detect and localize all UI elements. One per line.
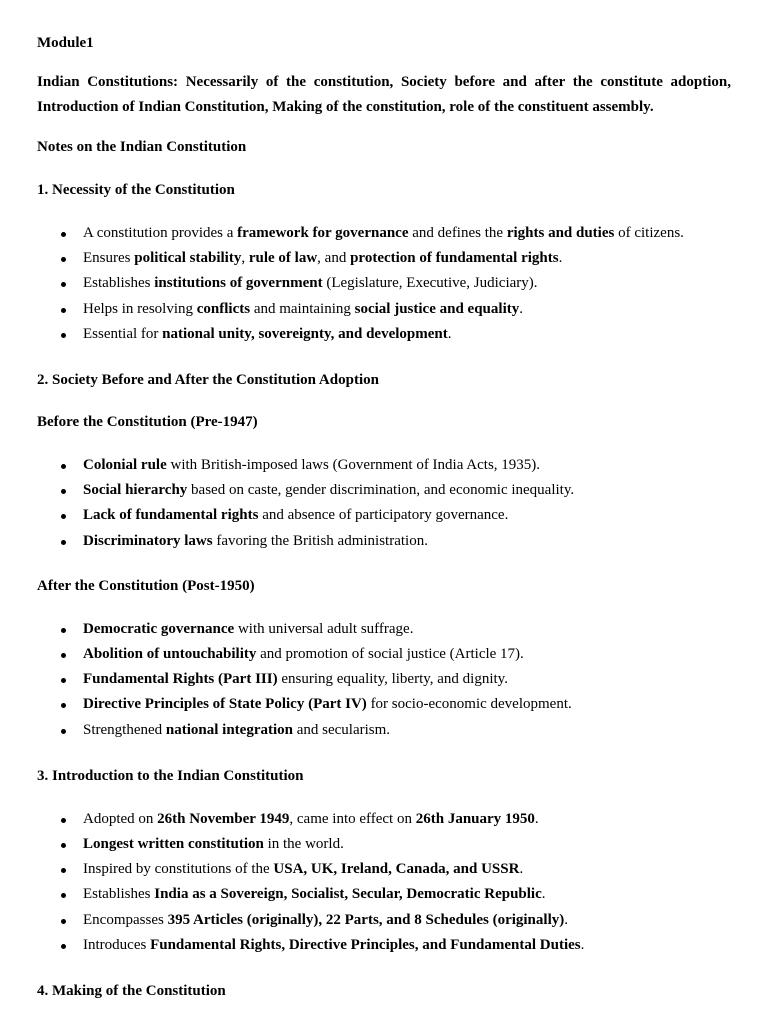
before-constitution-list xyxy=(37,453,731,554)
text-run: Encompasses xyxy=(83,911,168,928)
bullet-icon xyxy=(61,893,66,898)
bullet-icon xyxy=(61,308,66,313)
bullet-icon xyxy=(61,703,66,708)
bullet-icon xyxy=(61,540,66,545)
bold-text: Longest written constitution xyxy=(83,836,264,853)
text-run: (Legislature, Executive, Judiciary). xyxy=(322,275,538,292)
list-item xyxy=(83,246,731,271)
list-item xyxy=(83,667,731,692)
text-run: Adopted on xyxy=(83,810,158,827)
after-constitution-heading: After the Constitution (Post-1950) xyxy=(37,577,255,594)
bold-text: framework for governance xyxy=(237,225,409,241)
bold-text: USA, UK, Ireland, Canada, and USSR xyxy=(273,861,520,878)
list-item xyxy=(83,692,731,717)
bullet-icon xyxy=(61,678,66,683)
bold-text: Discriminatory laws xyxy=(83,532,213,549)
bold-text: 395 Articles (originally), 22 Parts, and 8 Schedules (originally) xyxy=(167,911,565,928)
bullet-icon xyxy=(61,818,66,823)
list-item xyxy=(83,807,731,832)
list-item xyxy=(83,933,731,958)
list-item xyxy=(83,221,731,246)
text-run: Establishes xyxy=(83,886,155,903)
list-item xyxy=(83,857,731,882)
list-item xyxy=(83,478,731,503)
bold-text: national unity, sovereignty, and development xyxy=(162,325,448,342)
list-item xyxy=(83,832,731,857)
text-run: for socio-economic development. xyxy=(366,696,572,713)
text-run: , xyxy=(241,250,249,267)
section-1-list xyxy=(37,221,731,347)
text-run: , came into effect on xyxy=(289,810,416,827)
list-item xyxy=(83,718,731,743)
text-run: favoring the British administration. xyxy=(212,532,428,549)
bullet-icon xyxy=(61,653,66,658)
notes-title: Notes on the Indian Constitution xyxy=(37,139,247,155)
text-run: . xyxy=(447,325,452,342)
text-run: . xyxy=(580,936,585,953)
bold-text: Democratic governance xyxy=(83,620,235,637)
bullet-icon xyxy=(61,333,66,338)
text-run: . xyxy=(519,861,524,878)
bullet-icon xyxy=(61,257,66,262)
bullet-icon xyxy=(61,464,66,469)
text-run: Ensures xyxy=(83,250,135,267)
text-run: and secularism. xyxy=(293,721,391,738)
text-run: with universal adult suffrage. xyxy=(234,620,414,637)
list-item xyxy=(83,503,731,528)
text-run: . xyxy=(564,911,568,928)
bold-text: Lack of fundamental rights xyxy=(83,507,259,524)
text-run: and absence of participatory governance. xyxy=(258,507,509,524)
bullet-icon xyxy=(61,232,66,237)
text-run: Establishes xyxy=(83,275,155,292)
list-item xyxy=(83,529,731,554)
bold-text: 26th January 1950 xyxy=(415,810,535,827)
text-run: Inspired by constitutions of the xyxy=(83,861,274,878)
bold-text: political stability xyxy=(134,250,242,267)
list-item xyxy=(83,453,731,478)
bold-text: national integration xyxy=(165,721,293,738)
text-run: A constitution provides a xyxy=(83,225,238,241)
bullet-icon xyxy=(61,843,66,848)
bold-text: Directive Principles of State Policy (Part IV) xyxy=(83,696,367,713)
text-run: in the world. xyxy=(263,836,344,853)
list-item xyxy=(83,322,731,347)
text-run: . xyxy=(558,250,563,267)
list-item xyxy=(83,617,731,642)
bullet-icon xyxy=(61,628,66,633)
list-item xyxy=(83,642,731,667)
section-3-heading: 3. Introduction to the Indian Constitution xyxy=(37,767,304,784)
module-title: Module1 xyxy=(37,35,94,51)
text-run: . xyxy=(534,810,539,827)
text-run: Introduces xyxy=(83,936,151,953)
text-run: and defines the xyxy=(408,225,507,241)
bold-text: Colonial rule xyxy=(83,457,167,474)
text-run: of citizens. xyxy=(614,225,684,241)
bullet-icon xyxy=(61,919,66,924)
text-run: and promotion of social justice (Article 17). xyxy=(256,646,524,663)
section-4-heading: 4. Making of the Constitution xyxy=(37,983,226,1000)
bold-text: Social hierarchy xyxy=(83,482,188,499)
text-run: ensuring equality, liberty, and dignity. xyxy=(277,671,508,688)
bold-text: conflicts xyxy=(196,300,251,317)
text-run: with British-imposed laws (Government of India Acts, 1935). xyxy=(166,457,541,474)
bullet-icon xyxy=(61,514,66,519)
bullet-icon xyxy=(61,282,66,287)
bold-text: rights and duties xyxy=(506,225,615,241)
list-item xyxy=(83,908,731,933)
bold-text: 26th November 1949 xyxy=(157,810,290,827)
bullet-icon xyxy=(61,489,66,494)
bold-text: institutions of government xyxy=(154,275,323,292)
bold-text: India as a Sovereign, Socialist, Secular, Democratic Republic xyxy=(154,886,542,903)
bold-text: Abolition of untouchability xyxy=(83,646,257,663)
text-run: , and xyxy=(317,250,351,267)
list-item xyxy=(83,882,731,907)
bold-text: Fundamental Rights, Directive Principles, and Fundamental Duties xyxy=(150,936,581,953)
section-1-heading: 1. Necessity of the Constitution xyxy=(37,182,235,198)
bold-text: social justice and equality xyxy=(354,300,520,317)
section-2-heading: 2. Society Before and After the Constitution Adoption xyxy=(37,372,379,389)
text-run: Strengthened xyxy=(83,721,166,738)
list-item xyxy=(83,297,731,322)
bullet-icon xyxy=(61,729,66,734)
module-intro: Indian Constitutions: Necessarily of the constitution, Society before and after the constitute adoption, Introduction of Indian Constitution, Making of the constitution, role of the constituent assembly. xyxy=(37,74,731,115)
list-item xyxy=(83,271,731,296)
bullet-icon xyxy=(61,868,66,873)
after-constitution-list xyxy=(37,617,731,743)
bullet-icon xyxy=(61,944,66,949)
bold-text: rule of law xyxy=(248,250,318,267)
before-constitution-heading: Before the Constitution (Pre-1947) xyxy=(37,414,258,431)
bold-text: Fundamental Rights (Part III) xyxy=(83,671,278,688)
text-run: Essential for xyxy=(83,325,163,342)
bold-text: protection of fundamental rights xyxy=(350,250,559,267)
text-run: Helps in resolving xyxy=(83,300,197,317)
text-run: . xyxy=(541,886,546,903)
text-run: based on caste, gender discrimination, and economic inequality. xyxy=(187,482,575,499)
text-run: and maintaining xyxy=(250,300,355,317)
section-3-list xyxy=(37,807,731,958)
text-run: . xyxy=(519,300,523,317)
